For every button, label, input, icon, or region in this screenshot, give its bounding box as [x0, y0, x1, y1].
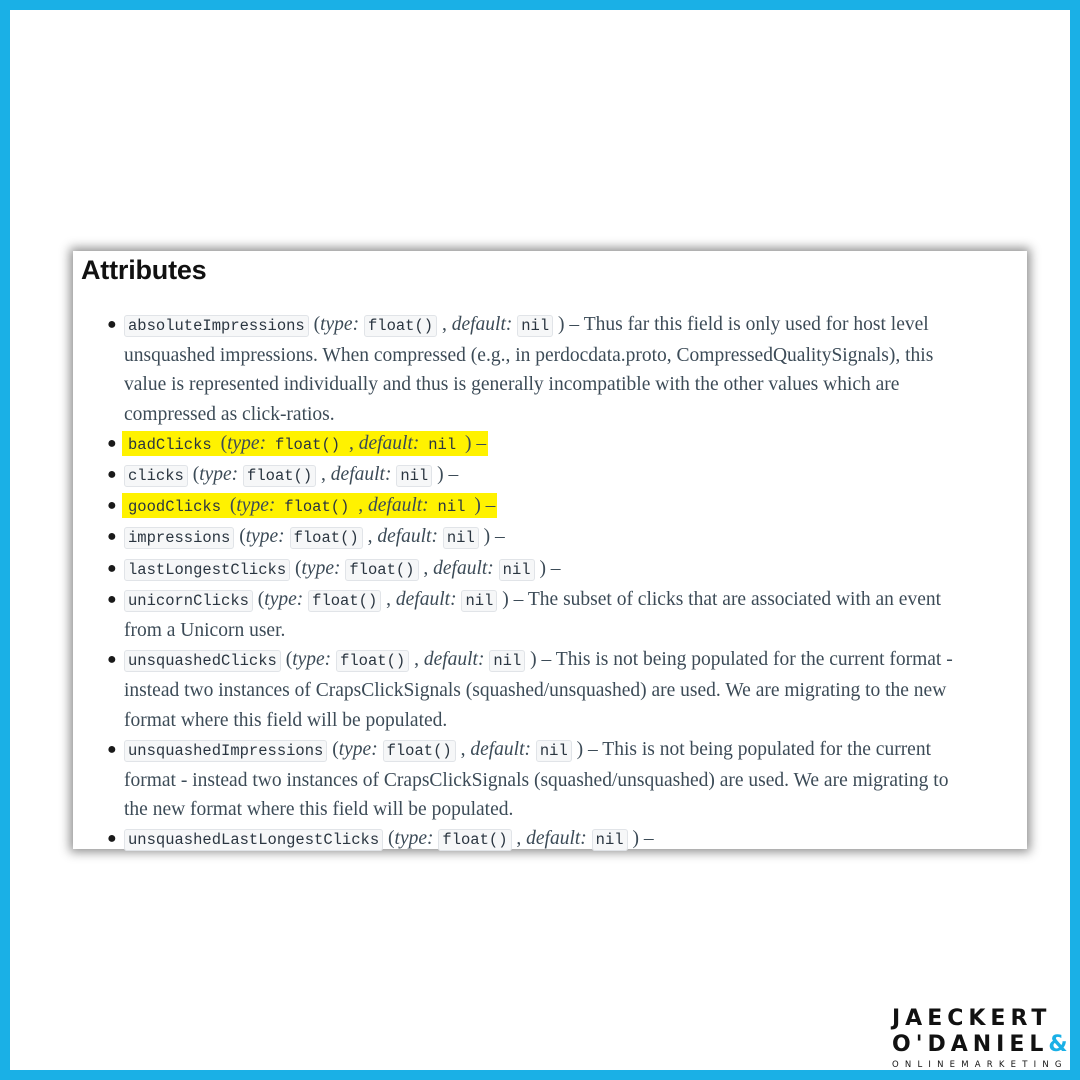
type-label: type:: [394, 828, 434, 850]
type-label: type:: [245, 526, 285, 548]
default-label: default:: [451, 314, 513, 335]
logo-line-2-text: O'DANIEL: [892, 1032, 1049, 1057]
default-label: default:: [330, 464, 392, 486]
attribute-description: This is not being populated for the current format - instead two instances of CrapsClickSignals (squashed/unsquashed) are used. We are migrating to the new format where this field will be populated.: [124, 649, 953, 731]
type-label: type:: [301, 557, 341, 579]
attribute-type: float(): [271, 434, 344, 456]
attribute-signature: unsquashedClicks (type: float() , default: nil ) –: [124, 649, 551, 670]
bullet-icon: ●: [107, 590, 117, 608]
default-label: default:: [377, 526, 438, 548]
type-label: type:: [320, 314, 360, 335]
bullet-icon: ●: [107, 316, 117, 333]
attribute-name: unicornClicks: [124, 590, 253, 612]
bullet-icon: ●: [107, 559, 117, 577]
attribute-signature: absoluteImpressions (type: float() , default: nil ) –: [124, 314, 579, 335]
attribute-default: nil: [396, 465, 432, 487]
company-logo: [892, 1006, 1073, 1072]
attribute-name: impressions: [124, 527, 234, 549]
bullet-icon: ●: [107, 497, 117, 515]
attribute-type: float(): [438, 829, 511, 851]
bullet-icon: ●: [107, 528, 117, 546]
logo-tagline: ONLINEMARKETING: [892, 1060, 1068, 1070]
bullet-icon: ●: [107, 651, 117, 669]
default-label: default:: [395, 588, 457, 610]
attribute-name: unsquashedLastLongestClicks: [124, 829, 383, 851]
default-label: default:: [423, 649, 485, 671]
attribute-default: nil: [489, 650, 525, 672]
attribute-signature: unicornClicks (type: float() , default: nil ) –: [124, 589, 523, 610]
attribute-item: [107, 554, 967, 585]
attribute-default: nil: [536, 740, 572, 762]
attribute-name: unsquashedClicks: [124, 650, 281, 672]
logo-line-1: JAECKERT: [892, 1006, 1052, 1031]
default-label: default:: [358, 432, 420, 454]
attribute-signature: lastLongestClicks (type: float() , default: nil ) –: [124, 558, 561, 579]
attribute-name: clicks: [124, 465, 188, 487]
attribute-name: lastLongestClicks: [124, 559, 290, 581]
attribute-item: [107, 522, 967, 553]
attribute-signature: unsquashedLastLongestClicks (type: float() , default: nil ) –: [124, 828, 654, 849]
type-label: type:: [292, 649, 332, 671]
attribute-type: float(): [243, 465, 316, 487]
attribute-name: goodClicks: [124, 496, 225, 518]
attributes-heading: Attributes: [81, 255, 207, 285]
attribute-description: This is not being populated for the current format - instead two instances of CrapsClickSignals (squashed/unsquashed) are used. We are migrating to the new format where this field will be populated.: [124, 738, 949, 821]
attributes-card: [73, 251, 1027, 849]
attribute-default: nil: [461, 590, 497, 612]
attribute-type: float(): [290, 527, 363, 549]
attribute-item: [107, 824, 967, 855]
attribute-item: [107, 645, 967, 735]
logo-line-2: [892, 1032, 1073, 1058]
attribute-default: nil: [424, 434, 460, 456]
attribute-item: [107, 460, 967, 491]
attribute-signature: goodClicks (type: float() , default: nil ) –: [124, 495, 495, 516]
attribute-type: float(): [280, 496, 353, 518]
attribute-type: float(): [364, 315, 437, 337]
attributes-list: [107, 310, 967, 856]
attribute-item: [107, 310, 967, 429]
attribute-type: float(): [308, 590, 381, 612]
attribute-item: [107, 429, 967, 460]
attribute-signature: impressions (type: float() , default: nil ) –: [124, 526, 505, 547]
attribute-default: nil: [499, 559, 535, 581]
default-label: default:: [470, 738, 531, 760]
attribute-default: nil: [592, 829, 628, 851]
attribute-item: [107, 491, 967, 522]
logo-ampersand: &: [1048, 1032, 1073, 1057]
type-label: type:: [264, 588, 304, 610]
attribute-default: nil: [443, 527, 479, 549]
default-label: default:: [368, 495, 429, 517]
attribute-default: nil: [517, 315, 553, 337]
attribute-item: [107, 585, 967, 645]
attribute-signature: unsquashedImpressions (type: float() , default: nil ) –: [124, 739, 598, 760]
attribute-name: absoluteImpressions: [124, 315, 309, 337]
attribute-signature: clicks (type: float() , default: nil ) –: [124, 464, 458, 485]
attribute-description: Thus far this field is only used for host level unsquashed impressions. When compressed (e.g., in perdocdata.proto, CompressedQualitySignals), this value is represented individually and thus is generally incompatible with the other values which are compressed as click-ratios.: [124, 314, 934, 425]
attribute-name: unsquashedImpressions: [124, 740, 327, 762]
type-label: type:: [236, 495, 276, 517]
attribute-type: float(): [336, 650, 409, 672]
attribute-signature: badClicks (type: float() , default: nil ) –: [124, 433, 486, 454]
bullet-icon: ●: [107, 466, 117, 484]
default-label: default:: [526, 828, 587, 850]
attribute-name: badClicks: [124, 434, 216, 456]
bullet-icon: ●: [107, 434, 117, 452]
attribute-description: The subset of clicks that are associated with an event from a Unicorn user.: [124, 588, 942, 642]
attribute-type: float(): [383, 740, 456, 762]
type-label: type:: [338, 738, 378, 760]
bullet-icon: ●: [107, 830, 117, 848]
attribute-type: float(): [345, 559, 418, 581]
type-label: type:: [199, 464, 239, 486]
default-label: default:: [433, 557, 494, 579]
type-label: type:: [227, 432, 267, 454]
attribute-item: [107, 735, 967, 825]
attribute-default: nil: [434, 496, 470, 518]
bullet-icon: ●: [107, 740, 117, 758]
